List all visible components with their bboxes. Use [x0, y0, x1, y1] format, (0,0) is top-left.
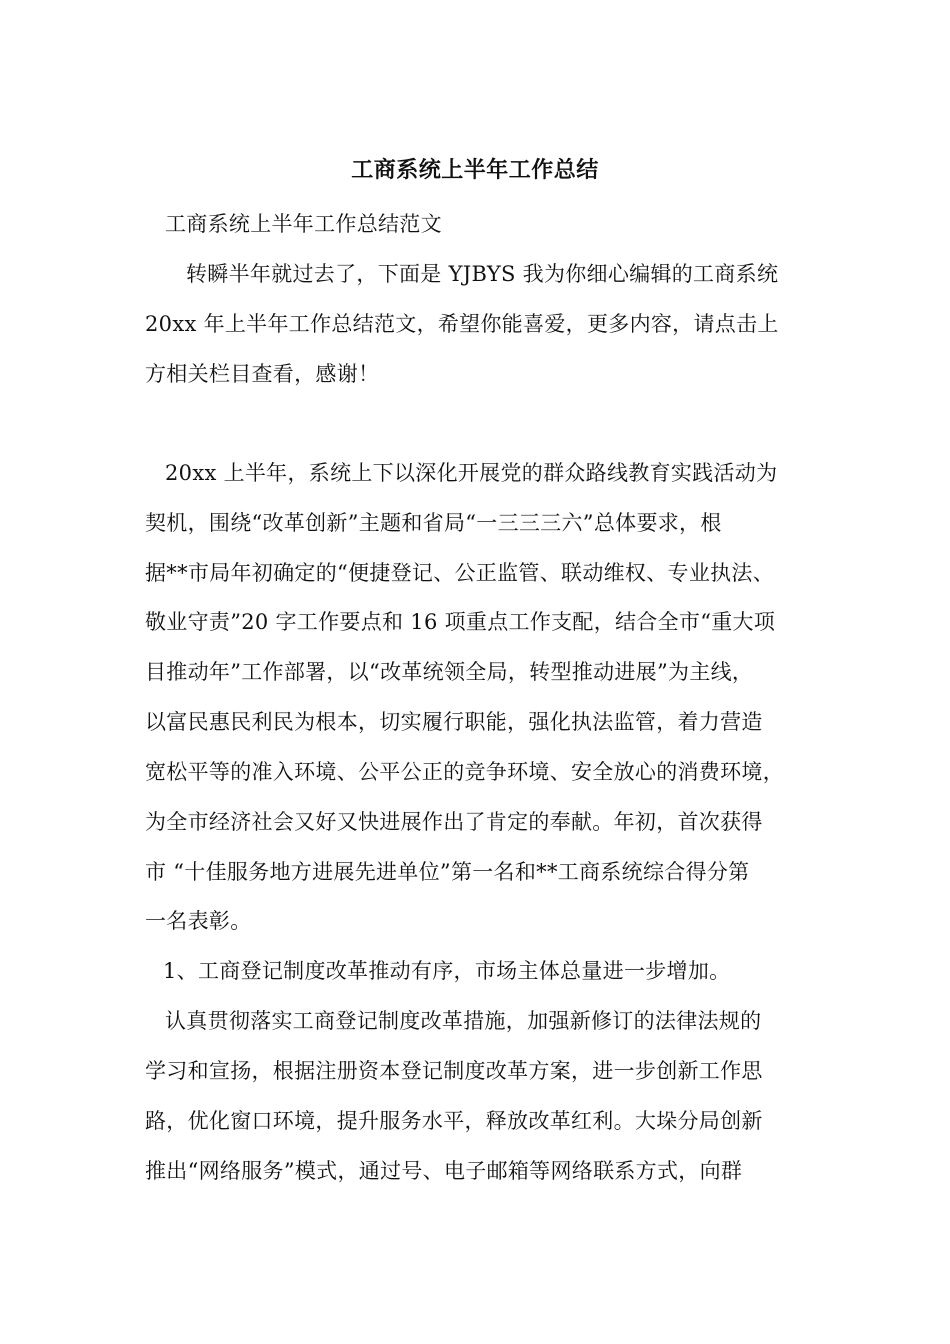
paragraph-line: 路，优化窗口环境，提升服务水平，释放改革红利。大垛分局创新 — [145, 1109, 763, 1133]
paragraph-line: 转瞬半年就过去了，下面是 YJBYS 我为你细心编辑的工商系统 — [186, 262, 779, 286]
paragraph-line: 契机，围绕“改革创新”主题和省局“一三三三六”总体要求，根 — [145, 511, 722, 535]
paragraph-line: 敬业守责”20 字工作要点和 16 项重点工作支配，结合全市“重大项 — [145, 610, 776, 634]
paragraph-line: 以富民惠民利民为根本，切实履行职能，强化执法监管，着力营造 — [145, 710, 763, 734]
paragraph-line: 20xx 年上半年工作总结范文，希望你能喜爱，更多内容，请点击上 — [145, 312, 779, 336]
subtitle-line: 工商系统上半年工作总结范文 — [165, 212, 442, 236]
paragraph-line: 为全市经济社会又好又快进展作出了肯定的奉献。年初，首次获得 — [145, 810, 763, 834]
paragraph-line: 目推动年”工作部署，以“改革统领全局，转型推动进展”为主线， — [145, 660, 754, 684]
paragraph-line: 认真贯彻落实工商登记制度改革措施，加强新修订的法律法规的 — [165, 1009, 762, 1033]
section-heading: 1、工商登记制度改革推动有序，市场主体总量进一步增加。 — [163, 959, 731, 983]
paragraph-line: 20xx 上半年，系统上下以深化开展党的群众路线教育实践活动为 — [165, 461, 778, 485]
paragraph-line: 据**市局年初确定的“便捷登记、公正监管、联动维权、专业执法、 — [145, 561, 775, 585]
paragraph-line: 市 “十佳服务地方进展先进单位”第一名和**工商系统综合得分第 — [145, 860, 750, 884]
paragraph-line: 方相关栏目查看，感谢！ — [145, 362, 380, 386]
paragraph-line: 宽松平等的准入环境、公平公正的竞争环境、安全放心的消费环境， — [145, 760, 784, 784]
paragraph-line: 推出“网络服务”模式，通过号、电子邮箱等网络联系方式，向群 — [145, 1159, 743, 1183]
paragraph-line: 学习和宣扬，根据注册资本登记制度改革方案，进一步创新工作思 — [145, 1059, 763, 1083]
document-title: 工商系统上半年工作总结 — [351, 157, 599, 183]
paragraph-line: 一名表彰。 — [145, 909, 252, 933]
